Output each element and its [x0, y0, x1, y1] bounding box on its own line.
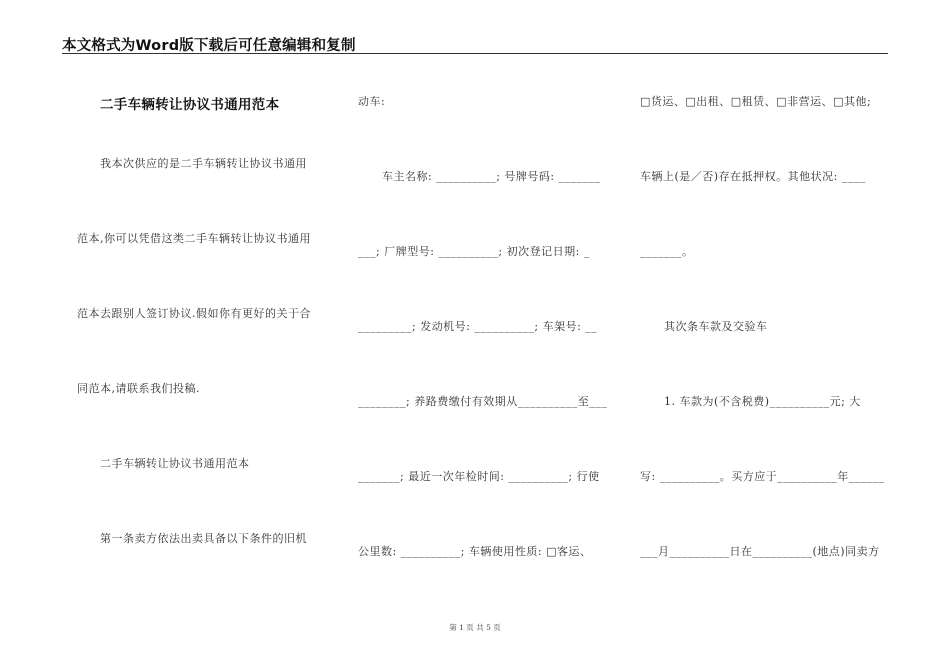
text-line: 我本次供应的是二手车辆转让协议书通用 [100, 157, 307, 170]
text-line: 动车: [358, 95, 386, 108]
text-line: _______; 最近一次年检时间: __________; 行使 [358, 470, 600, 483]
text-line: 范本,你可以凭借这类二手车辆转让协议书通用 [77, 232, 311, 245]
header-divider [62, 53, 888, 54]
text-line: 范本去跟别人签订协议.假如你有更好的关于合 [77, 307, 311, 320]
agreement-title: 二手车辆转让协议书通用范本 [100, 97, 280, 113]
text-line: 车主名称: __________; 号牌号码: _______ [382, 170, 601, 183]
text-line: _________; 发动机号: __________; 车架号: __ [358, 320, 598, 333]
text-line: □货运、□出租、□租赁、□非营运、□其他; [640, 95, 872, 108]
text-line: 车辆上(是／否)存在抵押权。其他状况: ____ [640, 170, 866, 183]
section-heading: 二手车辆转让协议书通用范本 [100, 457, 250, 470]
section-heading: 其次条车款及交验车 [664, 320, 768, 333]
text-line: 公里数: __________; 车辆使用性质: □客运、 [358, 545, 592, 558]
page-number: 第 1 页 共 5 页 [449, 623, 501, 632]
text-line: 同范本,请联系我们投稿. [77, 382, 200, 395]
text-line: 写: __________。买方应于__________年______ [640, 470, 885, 483]
text-line: 1. 车款为(不含税费)__________元; 大 [664, 395, 861, 408]
text-line: 第一条卖方依法出卖具备以下条件的旧机 [100, 532, 307, 545]
text-line: ________; 养路费缴付有效期从__________至___ [358, 395, 608, 408]
document-header-title: 本文格式为Word版下载后可任意编辑和复制 [62, 38, 356, 54]
text-line: ___; 厂牌型号: __________; 初次登记日期: _ [358, 245, 590, 258]
text-line: _______。 [640, 245, 694, 258]
text-line: ___月__________日在__________(地点)同卖方 [640, 545, 880, 558]
